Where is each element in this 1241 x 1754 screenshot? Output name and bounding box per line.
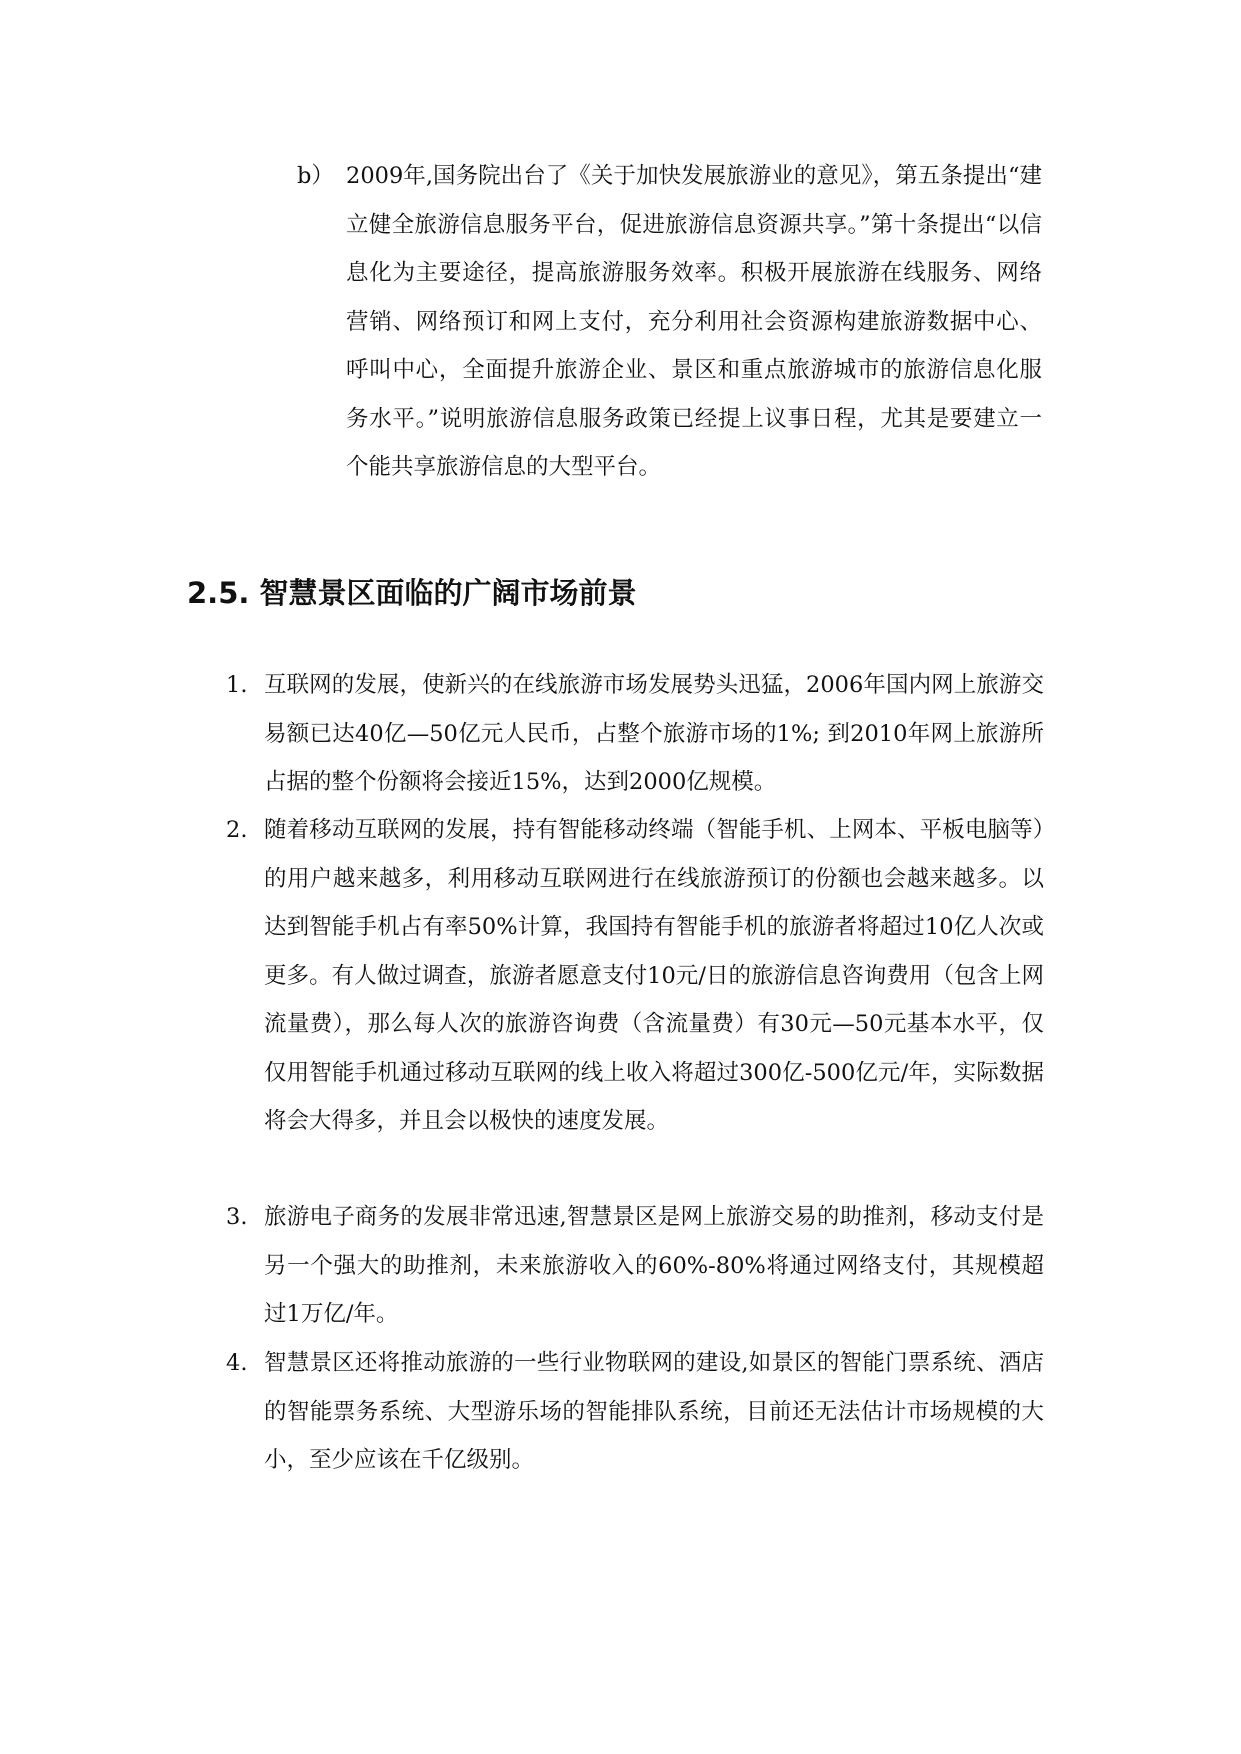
list-number: 2. — [226, 817, 248, 843]
list-number: 4. — [226, 1350, 248, 1376]
paragraph-text: 随着移动互联网的发展，持有智能移动终端（智能手机、上网本、平板电脑等）的用户越来越多，利用移动互联网进行在线旅游预订的份额也会越来越多。以达到智能手机占有率50%计算，我国持有智能手机的旅游者将超过10亿人次或更多。有人做过调查，旅游者愿意支付10元/日的旅游信息咨询费用（包含上网流量费），那么每人次的旅游咨询费（含流量费）有30元—50元基本水平，仅仅用智能手机通过移动互联网的线上收入将超过300亿-500亿元/年，实际数据将会大得多，并且会以极快的速度发展。 — [264, 817, 1044, 1134]
list-item-b — [298, 152, 1042, 492]
paragraph-text: 旅游电子商务的发展非常迅速,智慧景区是网上旅游交易的助推剂，移动支付是另一个强大的助推剂，未来旅游收入的60%-80%将通过网络支付，其规模超过1万亿/年。 — [264, 1204, 1044, 1327]
list-item — [226, 661, 1044, 807]
paragraph-text: 互联网的发展，使新兴的在线旅游市场发展势头迅猛，2006年国内网上旅游交易额已达40亿—50亿元人民币，占整个旅游市场的1%; 到2010年网上旅游所占据的整个份额将会接近15%，达到2000亿规模。 — [264, 672, 1044, 795]
paragraph-text: 2009年,国务院出台了《关于加快发展旅游业的意见》，第五条提出“建立健全旅游信息服务平台，促进旅游信息资源共享。”第十条提出“以信息化为主要途径，提高旅游服务效率。积极开展旅游在线服务、网络营销、网络预订和网上支付，充分利用社会资源构建旅游数据中心、呼叫中心，全面提升旅游企业、景区和重点旅游城市的旅游信息化服务水平。”说明旅游信息服务政策已经提上议事日程，尤其是要建立一个能共享旅游信息的大型平台。 — [346, 163, 1042, 480]
list-number: 3. — [226, 1204, 248, 1230]
section-heading: 2.5. 智慧景区面临的广阔市场前景 — [187, 576, 637, 610]
paragraph-text: 智慧景区还将推动旅游的一些行业物联网的建设,如景区的智能门票系统、酒店的智能票务系统、大型游乐场的智能排队系统，目前还无法估计市场规模的大小，至少应该在千亿级别。 — [264, 1350, 1044, 1473]
list-number: 1. — [226, 672, 248, 698]
list-marker: b） — [297, 163, 334, 189]
list-item — [226, 1193, 1044, 1339]
list-item — [226, 1339, 1044, 1485]
list-item — [226, 806, 1044, 1146]
